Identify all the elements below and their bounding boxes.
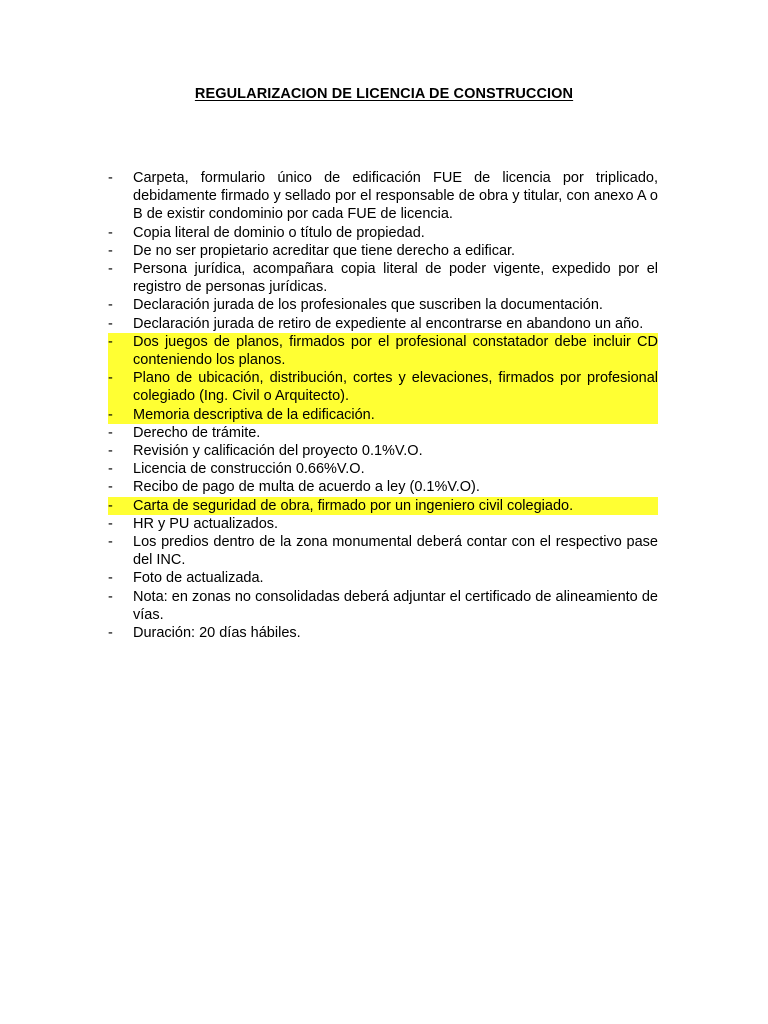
bullet-dash: - <box>108 370 113 387</box>
list-item-text: Nota: en zonas no consolidadas deberá adjuntar el certificado de alineamiento de vías. <box>133 588 658 623</box>
list-item-text: Revisión y calificación del proyecto 0.1%V.O. <box>133 443 423 460</box>
bullet-dash: - <box>108 242 113 259</box>
list-item-text: Persona jurídica, acompañara copia literal de poder vigente, expedido por el registro de personas jurídicas. <box>133 261 658 296</box>
bullet-dash: - <box>108 588 113 605</box>
bullet-dash: - <box>108 443 113 460</box>
list-item-text: Carta de seguridad de obra, firmado por un ingeniero civil colegiado. <box>133 497 574 514</box>
list-item <box>108 315 658 333</box>
document-title: REGULARIZACION DE LICENCIA DE CONSTRUCCION <box>194 86 574 102</box>
bullet-dash: - <box>108 406 113 423</box>
bullet-dash: - <box>108 261 113 278</box>
bullet-dash: - <box>108 170 113 186</box>
list-item-text: HR y PU actualizados. <box>133 515 279 532</box>
bullet-dash: - <box>108 461 113 478</box>
list-item-text: De no ser propietario acreditar que tiene derecho a edificar. <box>133 242 516 259</box>
list-item <box>108 369 658 405</box>
list-item-text: Los predios dentro de la zona monumental deberá contar con el respectivo pase del INC. <box>133 534 658 569</box>
list-item-text: Declaración jurada de retiro de expediente al encontrarse en abandono un año. <box>133 315 644 332</box>
list-item <box>108 242 658 260</box>
list-item-text: Plano de ubicación, distribución, cortes y elevaciones, firmados por profesional colegiado (Ing. Civil o Arquitecto). <box>133 370 658 405</box>
list-item <box>108 588 658 624</box>
list-item <box>108 333 658 369</box>
list-item <box>108 224 658 242</box>
bullet-dash: - <box>108 333 113 350</box>
list-item-text: Carpeta, formulario único de edificación FUE de licencia por triplicado, debidamente firmado y sellado por el responsable de obra y titular, con anexo A o B de existir condominio por cada FUE de licencia. <box>133 170 658 223</box>
list-item <box>108 424 658 442</box>
list-item-text: Recibo de pago de multa de acuerdo a ley (0.1%V.O). <box>133 479 480 496</box>
list-item-text: Derecho de trámite. <box>133 424 261 441</box>
requirements-list <box>108 169 658 642</box>
bullet-dash: - <box>108 424 113 441</box>
list-item <box>108 169 658 224</box>
bullet-dash: - <box>108 224 113 241</box>
list-item <box>108 406 658 424</box>
list-item <box>108 260 658 296</box>
list-item <box>108 460 658 478</box>
list-item-text: Licencia de construcción 0.66%V.O. <box>133 461 365 478</box>
bullet-dash: - <box>108 297 113 314</box>
list-item-text: Declaración jurada de los profesionales que suscriben la documentación. <box>133 297 603 314</box>
list-item <box>108 442 658 460</box>
list-item <box>108 569 658 587</box>
bullet-dash: - <box>108 497 113 514</box>
list-item <box>108 478 658 496</box>
list-item-text: Copia literal de dominio o título de propiedad. <box>133 224 425 241</box>
bullet-dash: - <box>108 625 113 642</box>
list-item-text: Memoria descriptiva de la edificación. <box>133 406 375 423</box>
bullet-dash: - <box>108 479 113 496</box>
list-item <box>108 624 658 642</box>
list-item <box>108 296 658 314</box>
list-item <box>108 533 658 569</box>
list-item-text: Duración: 20 días hábiles. <box>133 625 301 642</box>
list-item <box>108 497 658 515</box>
list-item <box>108 515 658 533</box>
bullet-dash: - <box>108 570 113 587</box>
bullet-dash: - <box>108 515 113 532</box>
bullet-dash: - <box>108 315 113 332</box>
list-item-text: Foto de actualizada. <box>133 570 264 587</box>
list-item-text: Dos juegos de planos, firmados por el profesional constatador debe incluir CD conteniendo los planos. <box>133 333 658 369</box>
bullet-dash: - <box>108 534 113 551</box>
